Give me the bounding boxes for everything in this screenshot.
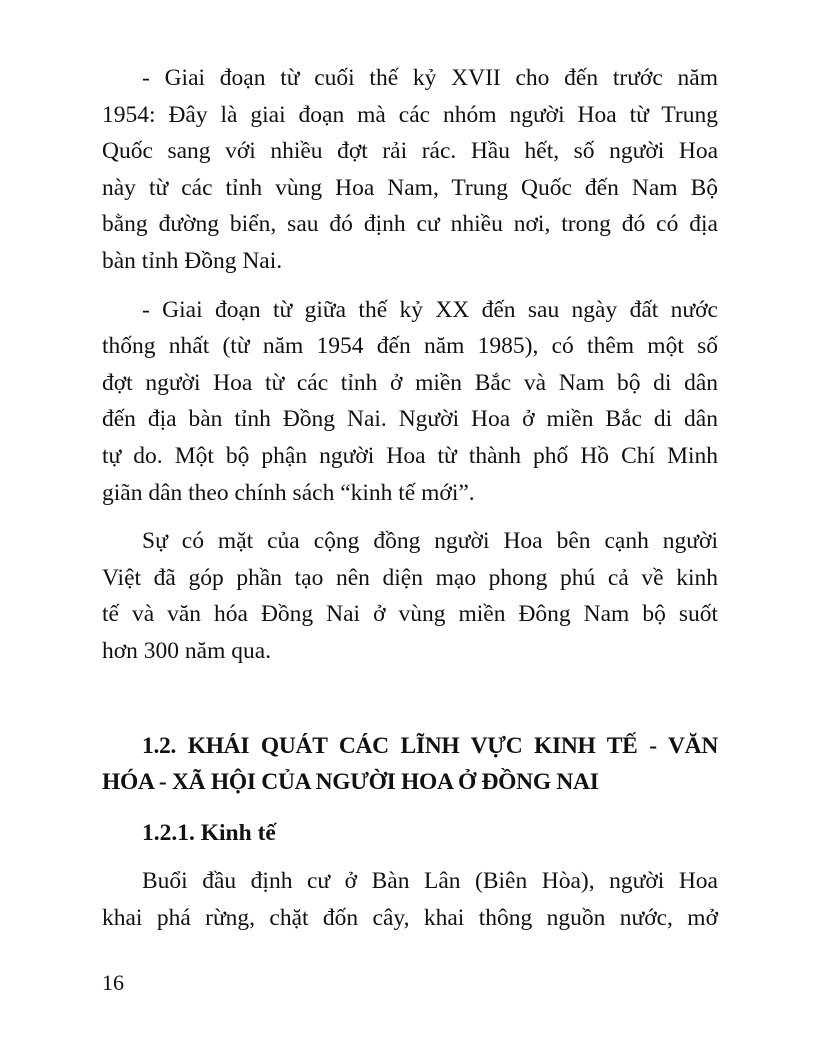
text-line: Quốc sang với nhiều đợt rải rác. Hầu hết, số người Hoa bbox=[102, 138, 718, 165]
page-body bbox=[102, 60, 718, 946]
text-line: giãn dân theo chính sách “kinh tế mới”. bbox=[102, 479, 475, 506]
text-line: tế và văn hóa Đồng Nai ở vùng miền Đông Nam bộ suốt bbox=[102, 601, 718, 628]
text-line: bằng đường biển, sau đó định cư nhiều nơi, trong đó có địa bbox=[102, 211, 718, 238]
text-line: hơn 300 năm qua. bbox=[102, 637, 272, 664]
text-line: Buổi đầu định cư ở Bàn Lân (Biên Hòa), người Hoa bbox=[142, 868, 718, 895]
text-line: này từ các tỉnh vùng Hoa Nam, Trung Quốc đến Nam Bộ bbox=[102, 174, 718, 201]
text-line: đợt người Hoa từ các tỉnh ở miền Bắc và Nam bộ di dân bbox=[102, 369, 718, 396]
paragraph-economy-intro bbox=[102, 863, 718, 936]
paragraph-period-20th-century bbox=[102, 292, 718, 512]
paragraph-period-17th-century bbox=[102, 60, 718, 280]
subsection-heading: 1.2.1. Kinh tế bbox=[142, 819, 276, 846]
text-line: đến địa bàn tỉnh Đồng Nai. Người Hoa ở miền Bắc di dân bbox=[102, 406, 718, 433]
heading-line: 1.2. KHÁI QUÁT CÁC LĨNH VỰC KINH TẾ - VĂN bbox=[142, 732, 718, 759]
text-line: - Giai đoạn từ cuối thế kỷ XVII cho đến trước năm bbox=[142, 65, 718, 91]
text-line: Sự có mặt của cộng đồng người Hoa bên cạnh người bbox=[142, 528, 718, 555]
text-line: khai phá rừng, chặt đốn cây, khai thông nguồn nước, mở bbox=[102, 904, 718, 931]
text-line: tự do. Một bộ phận người Hoa từ thành phố Hồ Chí Minh bbox=[102, 442, 718, 469]
paragraph-community-presence bbox=[102, 523, 718, 669]
text-line: thống nhất (từ năm 1954 đến năm 1985), có thêm một số bbox=[102, 333, 718, 360]
text-line: bàn tỉnh Đồng Nai. bbox=[102, 247, 283, 274]
text-line: 1954: Đây là giai đoạn mà các nhóm người Hoa từ Trung bbox=[102, 101, 718, 128]
text-line: Việt đã góp phần tạo nên diện mạo phong phú cả về kinh bbox=[102, 564, 718, 591]
text-line: - Giai đoạn từ giữa thế kỷ XX đến sau ngày đất nước bbox=[142, 296, 718, 323]
page-number: 16 bbox=[102, 970, 124, 995]
heading-line: HÓA - XÃ HỘI CỦA NGƯỜI HOA Ở ĐỒNG NAI bbox=[102, 769, 599, 796]
section-heading bbox=[102, 728, 718, 801]
